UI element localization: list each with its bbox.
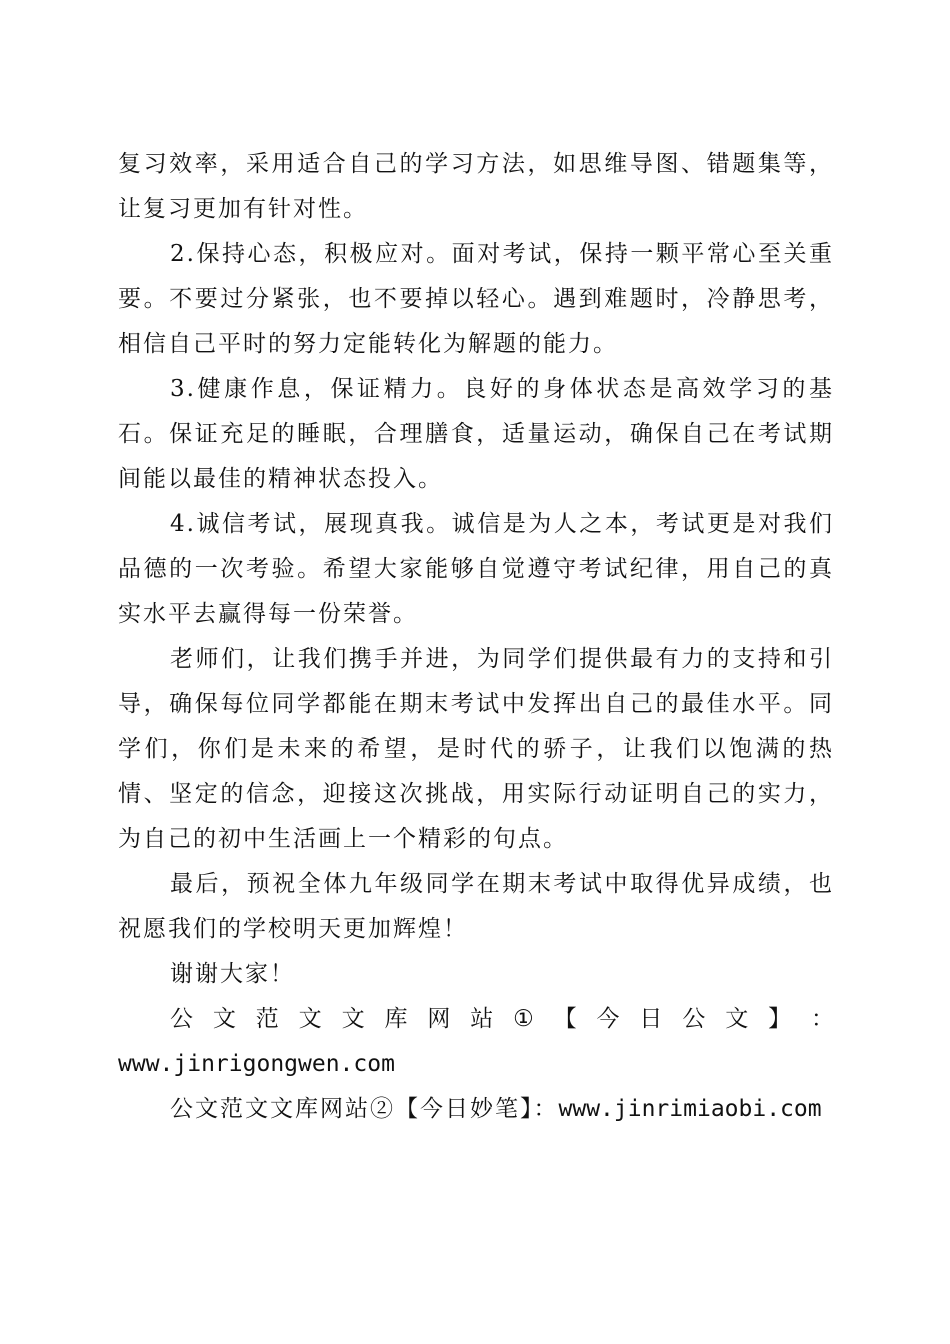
paragraph-point-3: 3.健康作息，保证精力。良好的身体状态是高效学习的基石。保证充足的睡眠，合理膳食，适量运动，确保自己在考试期间能以最佳的精神状态投入。 (118, 376, 834, 492)
footer-site2-url[interactable]: www.jinrimiaobi.com (558, 1096, 822, 1122)
paragraph-point-4: 4.诚信考试，展现真我。诚信是为人之本，考试更是对我们品德的一次考验。希望大家能够自觉遵守考试纪律，用自己的真实水平去赢得每一份荣誉。 (118, 511, 834, 627)
paragraph-thanks: 谢谢大家！ (170, 961, 295, 987)
paragraph-closing-wish: 最后，预祝全体九年级同学在期末考试中取得优异成绩，也祝愿我们的学校明天更加辉煌！ (118, 871, 834, 942)
footer-site2-label: 公文范文文库网站②【今日妙笔】： (170, 1096, 559, 1122)
paragraph-teachers-students: 老师们，让我们携手并进，为同学们提供最有力的支持和引导，确保每位同学都能在期末考试中发挥出自己的最佳水平。同学们，你们是未来的希望，是时代的骄子，让我们以饱满的热情、坚定的信念，迎接这次挑战，用实际行动证明自己的实力，为自己的初中生活画上一个精彩的句点。 (118, 646, 834, 852)
footer-site1-url[interactable]: www.jinrigongwen.com (118, 1051, 395, 1077)
document-body (118, 142, 834, 1132)
footer-site1-label: 公 文 范 文 文 库 网 站 ① 【 今 日 公 文 】 ： (170, 1006, 834, 1032)
footer-site2-line (118, 1087, 834, 1132)
paragraph-continuation: 复习效率，采用适合自己的学习方法，如思维导图、错题集等，让复习更加有针对性。 (118, 151, 834, 222)
paragraph-point-2: 2.保持心态，积极应对。面对考试，保持一颗平常心至关重要。不要过分紧张，也不要掉以轻心。遇到难题时，冷静思考，相信自己平时的努力定能转化为解题的能力。 (118, 241, 834, 357)
